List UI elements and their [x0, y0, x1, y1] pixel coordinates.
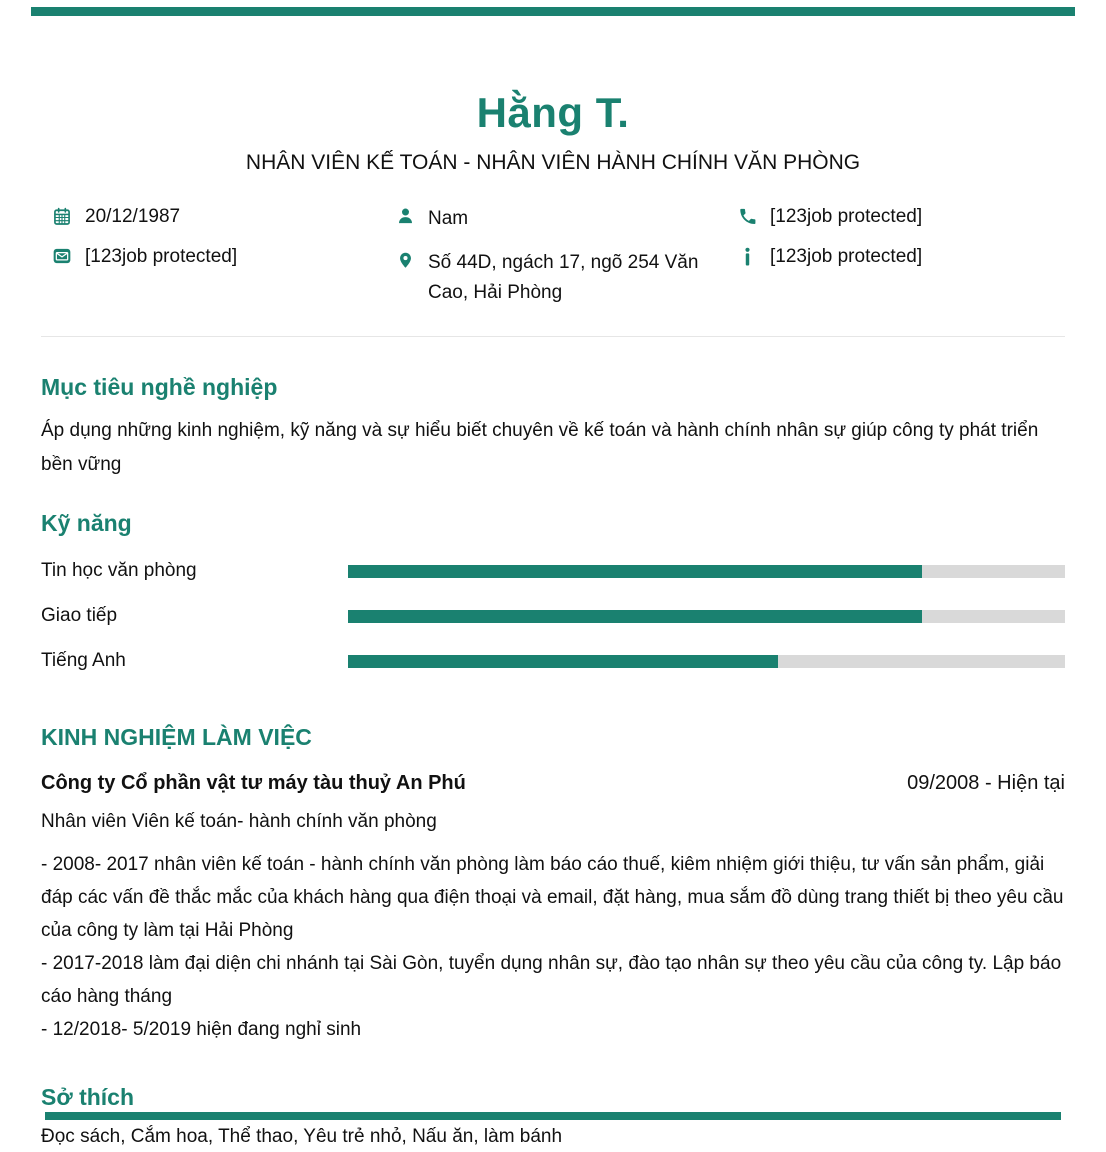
objective-heading: Mục tiêu nghề nghiệp — [41, 374, 278, 400]
skill-label: Tiếng Anh — [41, 650, 126, 671]
skill-progress-bar — [348, 655, 1065, 668]
gender-value: Nam — [428, 208, 469, 229]
dob-value: 20/12/1987 — [85, 206, 181, 227]
phone-value: [123job protected] — [770, 206, 923, 227]
skill-progress-fill — [348, 565, 922, 578]
skill-progress-fill — [348, 655, 778, 668]
skill-progress-bar — [348, 610, 1065, 623]
skill-row — [41, 560, 1065, 582]
location-icon — [395, 248, 415, 270]
other-contact-value: [123job protected] — [770, 246, 923, 267]
experience-heading: KINH NGHIỆM LÀM VIỆC — [41, 724, 312, 750]
skill-row — [41, 605, 1065, 627]
section-divider — [41, 336, 1065, 337]
phone-icon — [737, 204, 757, 226]
contact-dob-row — [52, 204, 395, 230]
contact-gender-row — [395, 204, 737, 234]
objective-text: Áp dụng những kinh nghiệm, kỹ năng và sự hiểu biết chuyên về kế toán và hành chính nhân sự giúp công ty phát triển bền vững — [41, 420, 1039, 475]
contact-email-row — [52, 244, 395, 270]
candidate-name: Hằng T. — [476, 89, 630, 136]
experience-detail-item: - 2008- 2017 nhân viên kế toán - hành chính văn phòng làm báo cáo thuế, kiêm nhiệm giới thiệu, tư vấn sản phẩm, giải đáp các vấn đề thắc mắc của khách hàng qua điện thoại và email, đặt hàng, mua sắm đồ dùng trang thiết bị theo yêu cầu của công ty làm tại Hải Phòng — [41, 854, 1064, 941]
job-role: Nhân viên Viên kế toán- hành chính văn phòng — [41, 811, 437, 832]
contact-section — [41, 204, 1065, 322]
skills-heading: Kỹ năng — [41, 510, 132, 536]
company-name: Công ty Cổ phần vật tư máy tàu thuỷ An Phú — [41, 772, 466, 794]
experience-details — [41, 848, 1065, 1046]
calendar-icon — [52, 204, 72, 226]
experience-detail-item: - 12/2018- 5/2019 hiện đang nghỉ sinh — [41, 1019, 362, 1040]
skill-row — [41, 650, 1065, 672]
contact-other-row — [737, 244, 1065, 270]
skill-progress-fill — [348, 610, 922, 623]
hobbies-text: Đọc sách, Cắm hoa, Thể thao, Yêu trẻ nhỏ, Nấu ăn, làm bánh — [41, 1126, 563, 1147]
skill-progress-bar — [348, 565, 1065, 578]
candidate-job-title: NHÂN VIÊN KẾ TOÁN - NHÂN VIÊN HÀNH CHÍNH VĂN PHÒNG — [245, 151, 861, 174]
email-value: [123job protected] — [85, 246, 238, 267]
hobbies-heading: Sở thích — [41, 1084, 135, 1110]
employment-period: 09/2008 - Hiện tại — [907, 772, 1065, 794]
skill-label: Giao tiếp — [41, 605, 118, 626]
address-value: Số 44D, ngách 17, ngõ 254 Văn Cao, Hải Phòng — [428, 252, 699, 303]
mail-icon — [52, 244, 72, 266]
experience-section — [41, 722, 1065, 1046]
contact-address-row — [395, 248, 737, 308]
skill-label: Tin học văn phòng — [41, 560, 197, 581]
top-accent-bar — [31, 7, 1075, 16]
bottom-accent-bar — [45, 1112, 1061, 1120]
skills-section — [41, 508, 1065, 672]
objective-section — [41, 372, 1065, 482]
contact-phone-row — [737, 204, 1065, 230]
person-icon — [395, 204, 415, 226]
experience-detail-item: - 2017-2018 làm đại diện chi nhánh tại Sài Gòn, tuyển dụng nhân sự, đào tạo nhân sự theo yêu cầu của công ty. Lập báo cáo hàng tháng — [41, 953, 1062, 1007]
info-icon — [737, 244, 757, 266]
